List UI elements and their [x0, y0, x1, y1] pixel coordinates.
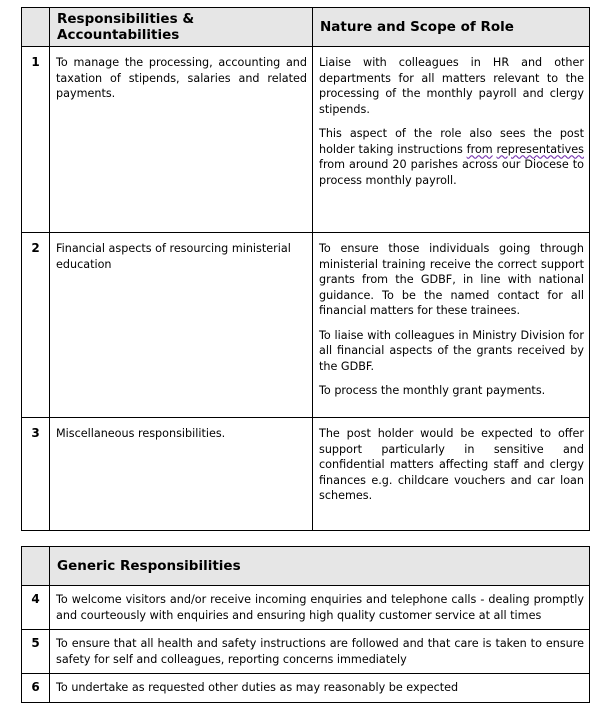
scope-paragraph [319, 126, 584, 188]
responsibility-cell: To manage the processing, accounting and taxation of stipends, salaries and related payments. [50, 47, 313, 233]
header-generic-responsibilities: Generic Responsibilities [50, 547, 590, 586]
table-row [22, 586, 590, 630]
responsibility-cell: Miscellaneous responsibilities. [50, 418, 313, 531]
row-number: 6 [22, 674, 50, 703]
header-nature-scope: Nature and Scope of Role [313, 8, 590, 47]
scope-paragraph: To process the monthly grant payments. [319, 384, 546, 397]
table-header-row [22, 8, 590, 47]
scope-paragraph: The post holder would be expected to offer support particularly in sensitive and confidential matters affecting staff and clergy finances e.g. childcare vouchers and car loan schemes. [319, 427, 584, 502]
row-number: 5 [22, 630, 50, 674]
scope-text: This aspect of the role also sees the post holder taking instructions [319, 127, 584, 156]
header-responsibilities: Responsibilities & Accountabilities [50, 8, 313, 47]
table-header-row [22, 547, 590, 586]
row-number: 3 [22, 418, 50, 531]
table-row [22, 418, 590, 531]
generic-responsibility-cell: To ensure that all health and safety instructions are followed and that care is taken to ensure safety for self and colleagues, reporting concerns immediately [50, 630, 590, 674]
responsibility-cell: Financial aspects of resourcing ministerial education [50, 233, 313, 418]
table-row [22, 47, 590, 233]
generic-responsibilities-table [21, 546, 590, 703]
table-row [22, 233, 590, 418]
scope-paragraph: To liaise with colleagues in Ministry Division for all financial aspects of the grants received by the GDBF. [319, 328, 584, 373]
table-row [22, 674, 590, 703]
spellcheck-word: representatives [496, 142, 584, 156]
scope-text: from around 20 parishes across our Diocese to process monthly payroll. [319, 158, 584, 187]
header-number-cell [22, 547, 50, 586]
scope-paragraph: Liaise with colleagues in HR and other departments for all matters relevant to the processing of the monthly payroll and clergy stipends. [319, 56, 584, 116]
scope-cell [313, 47, 590, 233]
scope-paragraph: To ensure those individuals going through ministerial training receive the correct support grants from the GDBF, in line with national guidance. To be the named contact for all financial matters for these trainees. [319, 242, 584, 317]
table-row [22, 630, 590, 674]
row-number: 4 [22, 586, 50, 630]
header-number-cell [22, 8, 50, 47]
spellcheck-word: from [466, 142, 493, 156]
row-number: 1 [22, 47, 50, 233]
scope-cell [313, 418, 590, 531]
row-number: 2 [22, 233, 50, 418]
scope-cell [313, 233, 590, 418]
generic-responsibility-cell: To welcome visitors and/or receive incoming enquiries and telephone calls - dealing promptly and courteously with enquiries and ensuring high quality customer service at all times [50, 586, 590, 630]
generic-responsibility-cell: To undertake as requested other duties as may reasonably be expected [50, 674, 590, 703]
responsibilities-table [21, 7, 590, 531]
